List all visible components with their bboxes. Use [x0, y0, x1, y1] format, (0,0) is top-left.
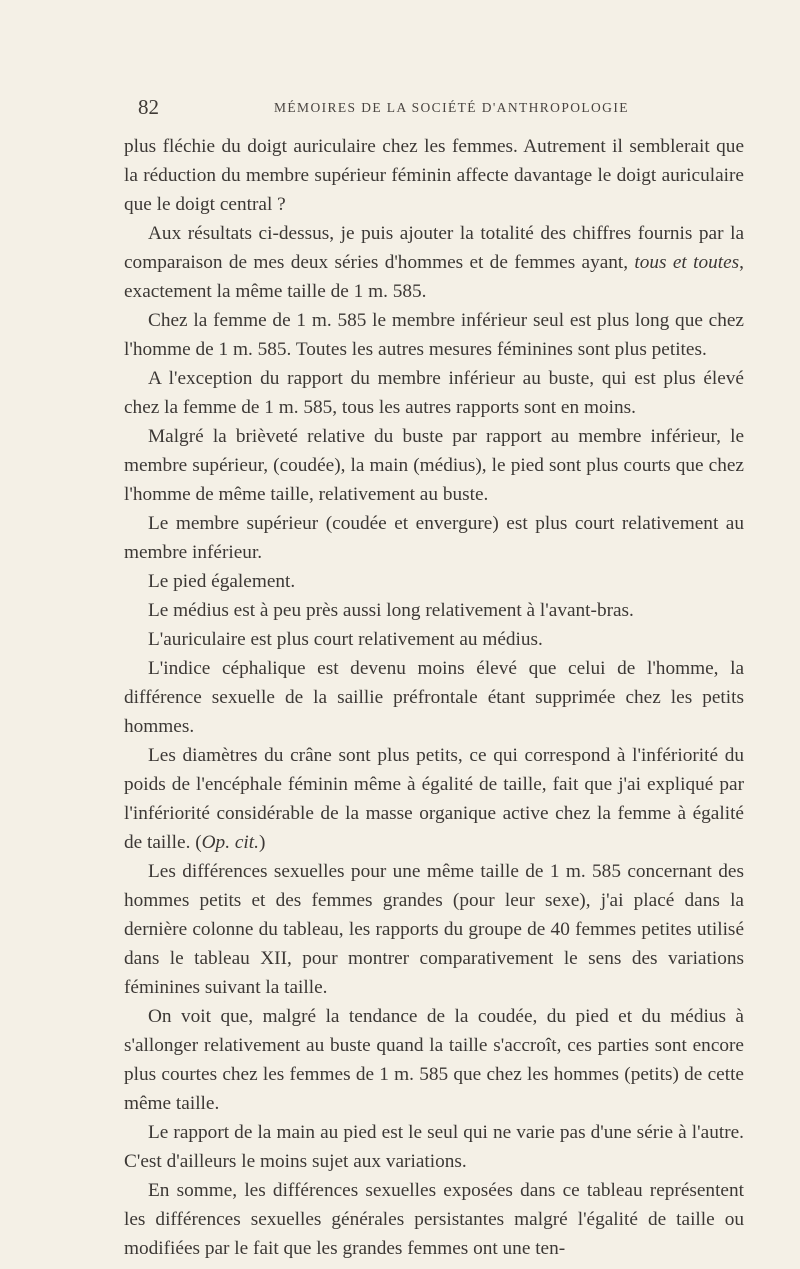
paragraph: Le membre supérieur (coudée et envergure) est plus court relativement au membre inférieur.: [124, 513, 744, 563]
paragraph: On voit que, malgré la tendance de la coudée, du pied et du médius à s'allonger relativement au buste quand la taille s'accroît, ces parties sont encore plus courtes chez les femmes de 1 m. 585 que chez les hommes (petits) de cette même taille.: [124, 1006, 744, 1114]
paragraph: Aux résultats ci-dessus, je puis ajouter la totalité des chiffres fournis par la comparaison de mes deux séries d'hommes et de femmes ayant, tous et toutes, exactement la même taille de 1 m. 585.: [124, 223, 744, 302]
paragraph: Les diamètres du crâne sont plus petits, ce qui correspond à l'infériorité du poids de l'encéphale féminin même à égalité de taille, fait que j'ai expliqué par l'infériorité considérable de la masse organique active chez la femme à égalité de taille. (Op. cit.): [124, 745, 744, 853]
paragraph: Malgré la brièveté relative du buste par rapport au membre inférieur, le membre supérieur, (coudée), la main (médius), le pied sont plus courts que chez l'homme de même taille, relativement au buste.: [124, 426, 744, 505]
paragraph: plus fléchie du doigt auriculaire chez les femmes. Autrement il semblerait que la réduction du membre supérieur féminin affecte davantage le doigt auriculaire que le doigt central ?: [124, 136, 744, 215]
paragraph: Le rapport de la main au pied est le seul qui ne varie pas d'une série à l'autre. C'est d'ailleurs le moins sujet aux variations.: [124, 1122, 744, 1172]
paragraph: L'indice céphalique est devenu moins élevé que celui de l'homme, la différence sexuelle de la saillie préfrontale étant supprimée chez les petits hommes.: [124, 658, 744, 737]
journal-title: MÉMOIRES DE LA SOCIÉTÉ D'ANTHROPOLOGIE: [274, 100, 629, 115]
paragraph: L'auriculaire est plus court relativement au médius.: [148, 629, 543, 650]
body-text: [124, 132, 744, 1263]
italic-citation: Op. cit.: [201, 832, 259, 853]
page-number: 82: [138, 95, 159, 119]
paragraph: Le pied également.: [148, 571, 296, 592]
paragraph: Les différences sexuelles pour une même taille de 1 m. 585 concernant des hommes petits et des femmes grandes (pour leur sexe), j'ai placé dans la dernière colonne du tableau, les rapports du groupe de 40 femmes petites utilisé dans le tableau XII, pour montrer comparativement le sens des variations féminines suivant la taille.: [124, 861, 744, 998]
paragraph: Chez la femme de 1 m. 585 le membre inférieur seul est plus long que chez l'homme de 1 m. 585. Toutes les autres mesures féminines sont plus petites.: [124, 310, 744, 360]
paragraph: En somme, les différences sexuelles exposées dans ce tableau représentent les différences sexuelles générales persistantes malgré l'égalité de taille ou modifiées par le fait que les grandes femmes ont une ten-: [124, 1180, 744, 1259]
paragraph: Le médius est à peu près aussi long relativement à l'avant-bras.: [148, 600, 634, 621]
running-head: [138, 96, 742, 118]
italic-phrase: tous et toutes: [634, 252, 740, 273]
paragraph: A l'exception du rapport du membre inférieur au buste, qui est plus élevé chez la femme de 1 m. 585, tous les autres rapports sont en moins.: [124, 368, 744, 418]
